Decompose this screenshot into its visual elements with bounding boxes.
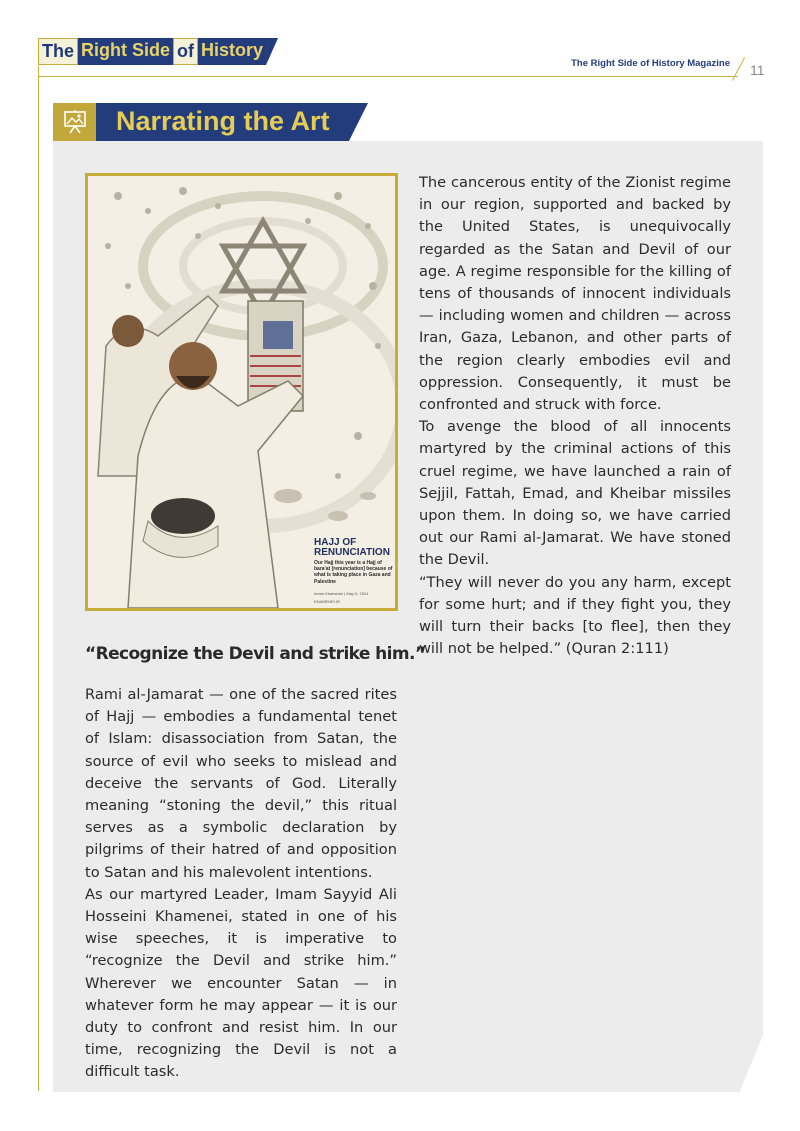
poster-subtitle: Our Hajj this year is a Hajj of bara'at [renunciation] because of what is taking place in Gaza and Palestine — [314, 560, 393, 585]
paragraph: As our martyred Leader, Imam Sayyid Ali Hosseini Khamenei, stated in one of his wise speeches, it is imperative to “recognize the Devil and strike him.” Wherever we encounter Satan — in whatever form he may appear — it is our duty to confront and resist him. In our time, recognizing the Devil is not a difficult task. — [85, 885, 397, 1081]
logo-word: of — [173, 38, 198, 65]
poster-watermark: KHAMENEI.IR — [314, 599, 341, 604]
easel-icon — [53, 103, 96, 141]
article-right-column — [419, 172, 731, 660]
paragraph: To avenge the blood of all innocents martyred by the criminal actions of this cruel regime, we have launched a rain of Sejjil, Fattah, Emad, and Kheibar missiles upon them. In doing so, we have carried out our Rami al-Jamarat. We have stoned the Devil. — [419, 418, 731, 569]
page-number: 11 — [750, 62, 765, 78]
poster-title — [314, 538, 398, 558]
poster-title-line: RENUNCIATION — [314, 547, 390, 558]
quran-quote: “They will never do you any harm, except for some hurt; and if they fight you, they will turn their backs [to flee], then they will not be helped.” (Quran 2:111) — [419, 573, 731, 658]
page-divider — [732, 57, 745, 80]
margin-rule — [38, 66, 39, 1091]
paragraph: The cancerous entity of the Zionist regime in our region, supported and backed by the United States, is unequivocally regarded as the Satan and Devil of our age. A regime responsible for the killing of tens of thousands of innocent individuals — including women and children — across Iran, Gaza, Lebanon, and other parts of the region clearly embodies evil and oppression. Consequently, it must be confronted and struck with force. — [419, 174, 731, 414]
section-title: Narrating the Art — [116, 106, 330, 136]
magazine-logo — [38, 38, 278, 65]
logo-tail — [266, 38, 278, 65]
poster-credit: Imam Khamenei | May 5, 2024 — [314, 591, 369, 596]
poster-title-line: HAJJ OF — [314, 537, 357, 548]
paragraph: Rami al-Jamarat — one of the sacred rites of Hajj — embodies a fundamental tenet of Islam: disassociation from Satan, the source of evil who seeks to mislead and deceive the servants of God. Literally meaning “stoning the devil,” this ritual serves as a symbolic declaration by pilgrims of their hatred of and opposition to Satan and his malevolent intentions. — [85, 686, 397, 881]
running-header: The Right Side of History Magazine — [571, 58, 730, 69]
logo-word: Right Side — [78, 38, 173, 65]
logo-word: History — [198, 38, 266, 65]
article-subheading: “Recognize the Devil and strike him.” — [85, 644, 426, 664]
poster-artwork — [85, 173, 398, 611]
logo-word: The — [38, 38, 78, 65]
article-left-column — [85, 684, 397, 1084]
header-rule — [38, 76, 738, 77]
